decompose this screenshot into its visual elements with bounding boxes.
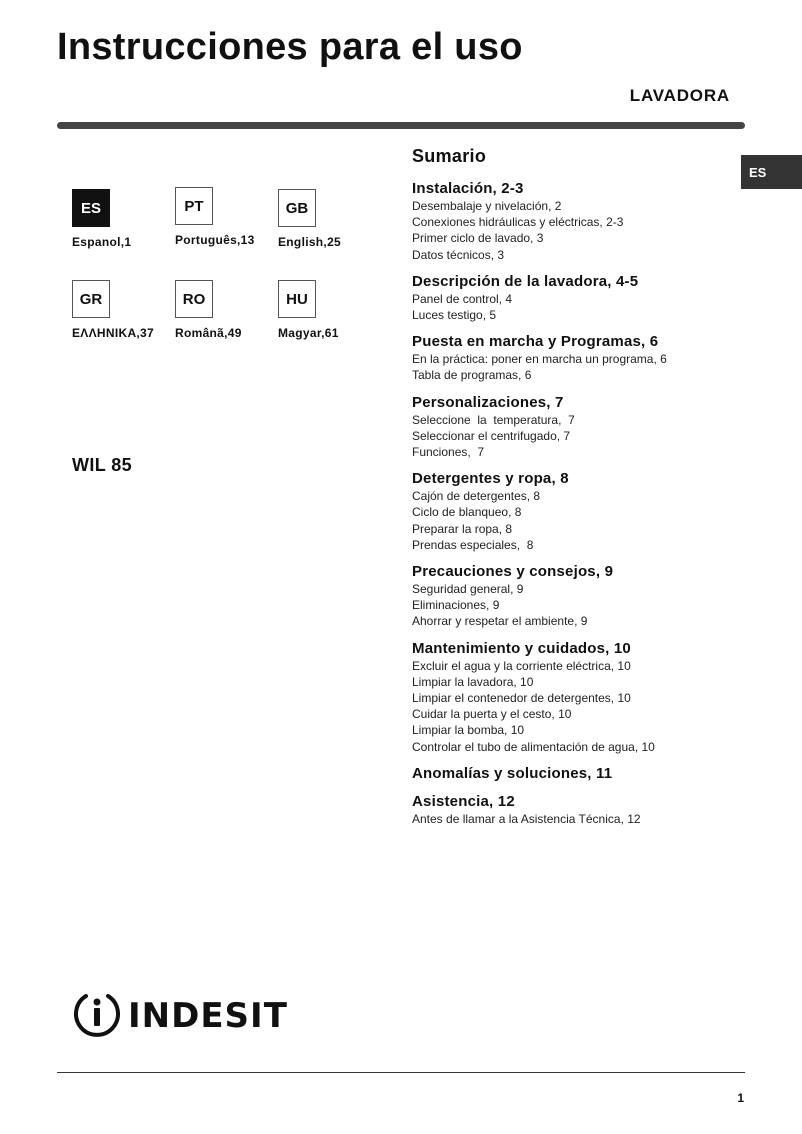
language-code-box: HU — [278, 280, 316, 318]
toc-item[interactable]: Limpiar la lavadora, 10 — [412, 674, 534, 689]
language-code-box: GR — [72, 280, 110, 318]
toc-item[interactable]: Limpiar el contenedor de detergentes, 10 — [412, 691, 631, 706]
language-side-tab: ES — [741, 155, 802, 189]
toc-item[interactable]: Antes de llamar a la Asistencia Técnica, 12 — [412, 811, 641, 826]
language-label: ΕΛΛΗΝΙΚΑ,37 — [72, 326, 154, 340]
toc-item[interactable]: Seleccione la temperatura, 7 — [412, 412, 575, 427]
language-item-ro[interactable] — [175, 280, 275, 340]
footer-divider — [57, 1072, 745, 1073]
toc-section-title: Anomalías y soluciones, 11 — [412, 764, 613, 782]
toc-item[interactable]: Excluir el agua y la corriente eléctrica, 10 — [412, 658, 631, 673]
toc-section-precauciones[interactable] — [412, 563, 742, 630]
language-code-box: GB — [278, 189, 316, 227]
toc-section-title: Asistencia, 12 — [412, 792, 515, 810]
toc-item[interactable]: Preparar la ropa, 8 — [412, 521, 513, 536]
language-item-es[interactable] — [72, 189, 172, 249]
language-code-box: PT — [175, 187, 213, 225]
language-label: Português,13 — [175, 233, 255, 247]
brand-name: INDESIT — [128, 995, 288, 1036]
page-number: 1 — [737, 1091, 744, 1105]
toc-item[interactable]: Limpiar la bomba, 10 — [412, 723, 525, 738]
language-code-box: ES — [72, 189, 110, 227]
toc-item[interactable]: Controlar el tubo de alimentación de agua, 10 — [412, 739, 655, 754]
brand-logo — [72, 988, 288, 1043]
toc-item[interactable]: Tabla de programas, 6 — [412, 368, 532, 383]
product-type: LAVADORA — [629, 86, 730, 105]
toc-item[interactable]: Prendas especiales, 8 — [412, 537, 534, 552]
toc-item[interactable]: Primer ciclo de lavado, 3 — [412, 231, 544, 246]
toc-section-puesta-en-marcha[interactable] — [412, 333, 742, 383]
toc-section-title: Instalación, 2-3 — [412, 180, 524, 197]
toc-section-instalacion[interactable] — [412, 180, 742, 263]
model-number: WIL 85 — [72, 455, 133, 475]
toc-item[interactable]: Seguridad general, 9 — [412, 582, 524, 597]
toc-section-title: Puesta en marcha y Programas, 6 — [412, 333, 659, 351]
language-label: Espanol,1 — [72, 235, 132, 249]
toc-section-title: Descripción de la lavadora, 4-5 — [412, 272, 639, 290]
language-item-gb[interactable] — [278, 189, 378, 249]
toc-section-title: Personalizaciones, 7 — [412, 393, 564, 411]
language-code-box: RO — [175, 280, 213, 318]
toc-section-title: Detergentes y ropa, 8 — [412, 470, 569, 488]
toc-item[interactable]: Ahorrar y respetar el ambiente, 9 — [412, 614, 588, 629]
toc-item[interactable]: Cuidar la puerta y el cesto, 10 — [412, 707, 572, 722]
toc-section-mantenimiento[interactable] — [412, 640, 742, 755]
toc-item[interactable]: Panel de control, 4 — [412, 291, 513, 306]
table-of-contents — [412, 146, 742, 837]
toc-item[interactable]: Seleccionar el centrifugado, 7 — [412, 428, 571, 443]
toc-item[interactable]: Eliminaciones, 9 — [412, 598, 500, 613]
language-label: Românã,49 — [175, 326, 242, 340]
toc-section-title: Mantenimiento y cuidados, 10 — [412, 639, 631, 657]
toc-section-anomalias[interactable] — [412, 765, 742, 783]
language-label: English,25 — [278, 235, 342, 249]
toc-section-detergentes[interactable] — [412, 470, 742, 553]
toc-item[interactable]: Desembalaje y nivelación, 2 — [412, 199, 562, 213]
toc-item[interactable]: Cajón de detergentes, 8 — [412, 489, 541, 504]
language-label: Magyar,61 — [278, 326, 339, 340]
page-title: Instrucciones para el uso — [57, 26, 523, 68]
header-divider — [57, 122, 745, 129]
toc-section-descripcion[interactable] — [412, 273, 742, 323]
language-item-gr[interactable] — [72, 280, 172, 340]
toc-section-title: Precauciones y consejos, 9 — [412, 563, 614, 581]
toc-item[interactable]: Funciones, 7 — [412, 445, 485, 460]
language-item-pt[interactable] — [175, 187, 275, 247]
toc-item[interactable]: Datos técnicos, 3 — [412, 247, 505, 262]
toc-item[interactable]: Ciclo de blanqueo, 8 — [412, 505, 522, 520]
toc-section-asistencia[interactable] — [412, 793, 742, 827]
toc-item[interactable]: En la práctica: poner en marcha un programa, 6 — [412, 352, 667, 367]
toc-heading: Sumario — [412, 146, 487, 166]
language-item-hu[interactable] — [278, 280, 378, 340]
toc-section-personalizaciones[interactable] — [412, 394, 742, 461]
toc-item[interactable]: Conexiones hidráulicas y eléctricas, 2-3 — [412, 215, 624, 230]
indesit-logo-icon — [72, 988, 122, 1043]
toc-item[interactable]: Luces testigo, 5 — [412, 308, 497, 323]
